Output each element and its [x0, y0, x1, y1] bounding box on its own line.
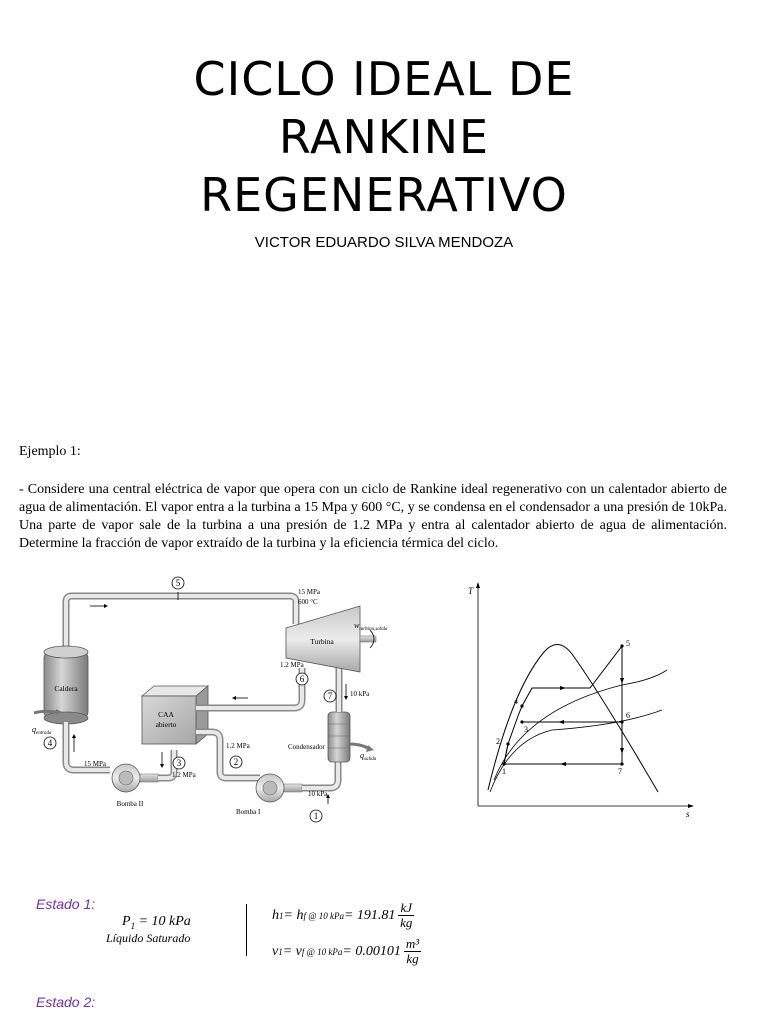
- pipe-2: [196, 732, 260, 778]
- ts-y-label: T: [468, 586, 474, 596]
- page-title: [0, 50, 768, 224]
- p-15mpa-5: 15 MPa: [298, 588, 320, 596]
- estado-2-label: Estado 2:: [36, 994, 96, 1010]
- ts-diagram: [462, 580, 702, 820]
- caa-label-1: CAA: [158, 710, 174, 719]
- estado-1-liquid: Líquido Saturado: [106, 931, 191, 945]
- turbina-label: Turbina: [310, 637, 334, 646]
- title-line-2: RANKINE: [278, 110, 490, 164]
- w-turbina: $w_{turbina,salida}$: [354, 621, 388, 632]
- estado-1-bracket: [246, 904, 251, 956]
- t-600: 600 °C: [298, 598, 318, 606]
- author-name: VICTOR EDUARDO SILVA MENDOZA: [254, 234, 514, 251]
- title-line-1: CICLO IDEAL DE: [193, 52, 575, 106]
- example-heading: Ejemplo 1:: [19, 444, 81, 459]
- p-12mpa-3: 1.2 MPa: [172, 771, 196, 779]
- q-entrada: $q_{entrada}$: [32, 725, 52, 736]
- ts-point-6: 6: [626, 711, 630, 720]
- estado-1-pressure: $P_1 = 10$ kPa: [122, 914, 191, 931]
- state-2-label: 2: [233, 757, 239, 767]
- example-text: - Considere una central eléctrica de vapor que opera con un ciclo de Rankine ideal regenerativo con un calentador abierto de agua de alimentación. El vapor entra a la turbina a 15 Mpa y 600 °C, y se condensa en el condensador a una presión de 10kPa. Una parte de vapor sale de la turbina a una presión de 1.2 MPa y entra al calentador abierto de agua de alimentación. Determine la fracción de vapor extraído de la turbina y la eficiencia térmica del ciclo.: [19, 482, 727, 551]
- estado-1-volume: v 1 = v f @ 10 kPa = 0.00101 m³ kg: [272, 936, 420, 966]
- caa-label-2: abierto: [155, 720, 177, 729]
- state-5-label: 5: [175, 578, 181, 588]
- estado-1-label: Estado 1:: [36, 896, 96, 912]
- bomba-1-label: Bomba I: [236, 808, 261, 816]
- ts-point-4: 4: [514, 697, 518, 706]
- estado-1-enthalpy: h 1 = h f @ 10 kPa = 191.81 kJ kg: [272, 900, 413, 930]
- state-3-label: 3: [176, 758, 182, 768]
- q-salida: $q_{salida}$: [360, 751, 377, 762]
- pipe-1: [302, 762, 338, 788]
- condensador-label: Condensador: [288, 743, 325, 751]
- ts-point-1: 1: [502, 767, 506, 776]
- p-15mpa-4: 15 MPa: [84, 760, 106, 768]
- ts-point-2: 2: [496, 737, 500, 746]
- ts-point-7: 7: [618, 767, 622, 776]
- state-4-label: 4: [47, 738, 53, 748]
- p-12mpa-6: 1.2 MPa: [280, 661, 304, 669]
- ts-x-label: s: [686, 809, 690, 819]
- p-10kpa-1: 10 kPa: [308, 790, 328, 798]
- rankine-schematic: [30, 572, 430, 830]
- bomba-2-label: Bomba II: [116, 800, 144, 808]
- ts-point-5: 5: [626, 639, 630, 648]
- pipe-5: [66, 596, 296, 652]
- p-10kpa-7: 10 kPa: [350, 690, 370, 698]
- caldera-label: Caldera: [54, 684, 78, 693]
- p-12mpa-2: 1.2 MPa: [226, 742, 250, 750]
- pipe-6: [196, 668, 302, 708]
- title-line-3: REGENERATIVO: [200, 168, 568, 222]
- state-7-label: 7: [327, 691, 333, 701]
- saturation-dome: [488, 644, 658, 792]
- state-6-label: 6: [299, 674, 305, 684]
- ts-point-3: 3: [524, 725, 528, 734]
- condenser: [328, 712, 350, 762]
- state-1-label: 1: [313, 811, 319, 821]
